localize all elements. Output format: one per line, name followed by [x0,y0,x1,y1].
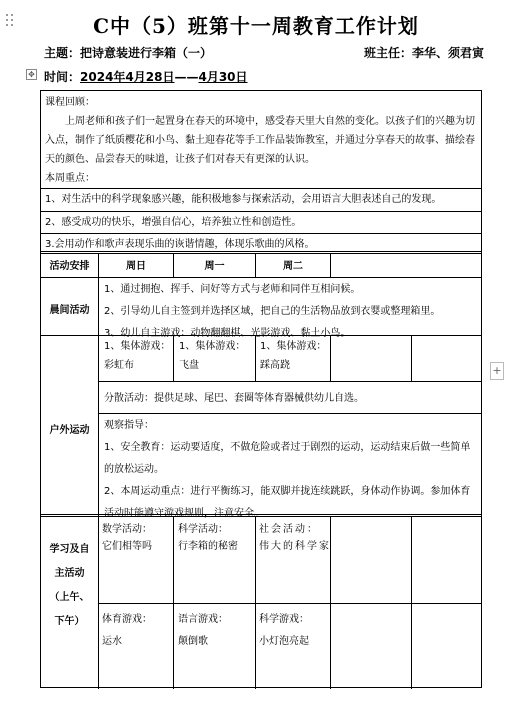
focus-item-1: 1、对生活中的科学现象感兴趣，能积极地参与探索活动，会用语言大胆表述自己的发现。 [45,194,442,205]
study-math-title: 数学活动： [102,524,152,535]
theme-line [44,44,484,61]
date-separator: —— [174,70,199,84]
morning-item-1: 1、通过拥抱、挥手、问好等方式与老师和同伴互相问候。 [104,284,361,295]
study-language-name: 颠倒歌 [178,636,208,647]
theme-label: 主题： [44,46,81,60]
add-column-icon[interactable]: + [490,362,504,380]
study-activity-social [259,521,331,555]
course-review [45,93,477,188]
date-label: 时间： [44,70,81,84]
teacher-label: 班主任： [363,46,412,60]
outdoor-label: 户外运动 [49,425,90,436]
study-sports-name: 运水 [102,636,122,647]
focus-item-2: 2、感受成功的快乐，增强自信心，培养独立性和创造性。 [45,217,302,228]
table-move-handle-icon[interactable]: ✥ [26,69,37,80]
study-science-name: 行李箱的秘密 [178,541,238,552]
schedule-header-label: 活动安排 [49,261,90,272]
study-label-line-3: （上午、 [49,592,90,603]
study-sports-title: 体育游戏： [102,614,152,625]
focus-item-3: 3.会用动作和歌声表现乐曲的诙谐情趣，体现乐歌曲的风格。 [45,239,315,250]
teacher-names: 李华、须君寅 [411,46,484,60]
study-label-line-4: 下午） [54,616,85,627]
date-line [44,68,248,85]
day-monday: 周一 [204,261,225,272]
observe-heading: 观察指导： [104,420,154,431]
study-science-title: 科学活动： [178,524,228,535]
outdoor-game-1 [104,337,174,375]
study-math-name: 它们相等吗 [102,541,152,552]
outdoor-game-3 [260,337,332,375]
outdoor-game-1-name: 彩虹布 [104,360,134,371]
morning-item-3: 3、幼儿自主游戏：动物翻翻棋、光影游戏、黏土小鸟。 [104,328,351,339]
study-activity-math [102,521,172,555]
outdoor-game-2-title: 1、集体游戏： [179,341,246,352]
study-science-game-name: 小灯泡亮起 [259,636,309,647]
study-social-title: 社会活动： [259,524,319,535]
day-sunday: 周日 [126,261,146,272]
review-heading: 课程回顾： [45,97,95,108]
date-end: 4月30日 [198,70,248,84]
outdoor-game-3-name: 踩高跷 [260,360,290,371]
study-label [41,538,98,634]
observe-item-2: 2、本周运动重点：进行平衡练习，能双脚并拢连续跳跃，身体动作协调。参加体育活动时能遵守游戏规则，注意安全。 [104,486,471,519]
scatter-activity: 分散活动：提供足球、尾巴、套圈等体育器械供幼儿自选。 [104,393,364,404]
study-activity-science [178,521,256,555]
study-language-title: 语言游戏： [178,614,228,625]
outdoor-game-3-title: 1、集体游戏： [260,341,327,352]
observe-guidance [104,415,478,525]
study-science-game-title: 科学游戏： [259,614,309,625]
study-label-line-1: 学习及自 [49,544,90,555]
outdoor-game-2 [179,337,255,375]
outdoor-game-2-name: 飞盘 [179,360,199,371]
teacher-info [364,44,484,61]
study-game-sports [102,609,172,653]
study-game-science [259,609,333,653]
morning-item-2: 2、引导幼儿自主签到并选择区域，把自己的生活物品放到衣婴或整理箱里。 [104,306,441,317]
plan-table [40,90,482,688]
study-social-name: 伟大的科学家 [259,541,331,552]
morning-label: 晨间活动 [49,305,90,316]
review-paragraph: 上周老师和孩子们一起置身在春天的环境中，感受春天里大自然的变化。以孩子们的兴趣为切入点，制作了纸质樱花和小鸟、黏土迎春花等手工作品装饰教室，并通过分享春天的故事、描绘春天的颜色、品尝春天的味道，让孩子们对春天有更深的认识。 [45,116,475,165]
study-game-language [178,609,256,653]
study-label-line-2: 主活动 [54,568,85,579]
outdoor-game-1-title: 1、集体游戏： [104,341,171,352]
focus-heading: 本周重点： [45,173,95,184]
page-title: C中（5）班第十一周教育工作计划 [93,14,419,38]
observe-item-1: 1、安全教育：运动要适度，不做危险或者过于剧烈的运动，运动结束后做一些简单的放松运动。 [104,442,471,475]
date-start: 2024年4月28日 [80,70,175,84]
theme-value: 把诗意装进行李箱（一） [80,46,213,60]
day-tuesday: 周二 [283,261,303,272]
